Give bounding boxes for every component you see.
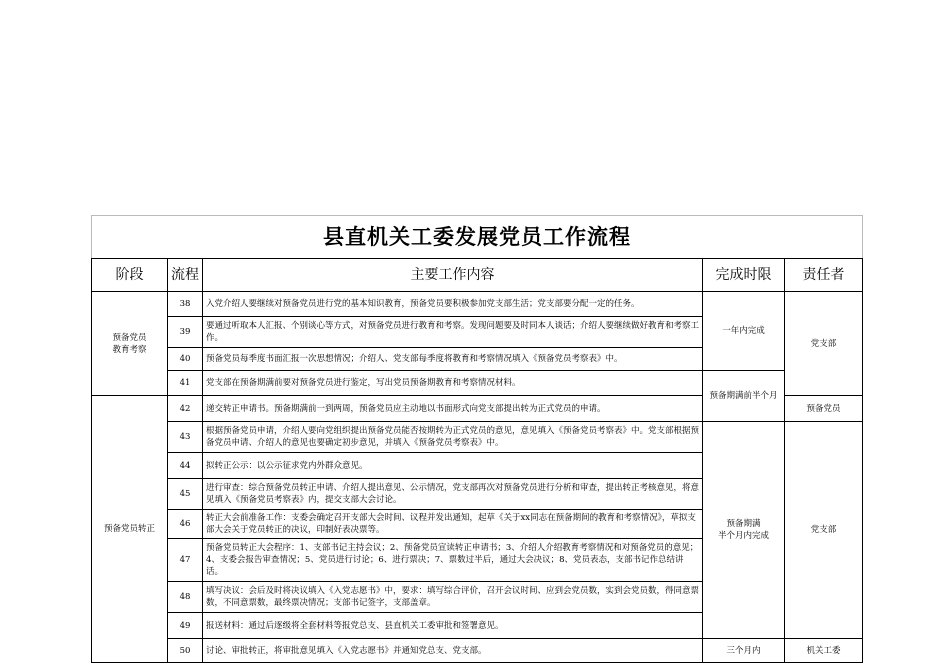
workflow-table — [91, 215, 863, 663]
content-cell: 根据预备党员申请，介绍人要向党组织提出预备党员能否按期转为正式党员的意见，意见填入《预备党员考察表》中。党支部根据预备党员申请、介绍人的意见也要确定初步意见，并填入《预备党员考察表》中。 — [203, 422, 703, 453]
header-process: 流程 — [168, 259, 203, 292]
process-number: 46 — [168, 510, 203, 539]
process-number: 44 — [168, 453, 203, 479]
header-responsible: 责任者 — [785, 259, 863, 292]
table-title: 县直机关工委发展党员工作流程 — [92, 216, 863, 259]
header-content: 主要工作内容 — [203, 259, 703, 292]
content-cell: 要通过听取本人汇报、个别谈心等方式，对预备党员进行教育和考察。发现问题要及时同本人谈话；介绍人要继续做好教育和考察工作。 — [203, 317, 703, 348]
worksheet — [91, 215, 863, 663]
stage-cell: 预备党员转正 — [92, 396, 168, 663]
process-number: 41 — [168, 371, 203, 396]
content-cell: 进行审查：综合预备党员转正申请、介绍人提出意见、公示情况，党支部再次对预备党员进行分析和审查，提出转正考核意见，将意见填入《预备党员考察表》内，提交支部大会讨论。 — [203, 479, 703, 510]
process-number: 49 — [168, 613, 203, 639]
deadline-cell: 三个月内 — [703, 639, 785, 663]
content-cell: 报送材料：通过后逐级将全套材料等报党总支、县直机关工委审批和签署意见。 — [203, 613, 703, 639]
deadline-cell: 一年内完成 — [703, 292, 785, 371]
process-number: 42 — [168, 396, 203, 422]
stage-cell: 预备党员 教育考察 — [92, 292, 168, 396]
content-cell: 预备党员每季度书面汇报一次思想情况；介绍人、党支部每季度将教育和考察情况填入《预备党员考察表》中。 — [203, 348, 703, 371]
deadline-cell: 预备期满 半个月内完成 — [703, 422, 785, 639]
process-number: 43 — [168, 422, 203, 453]
process-number: 39 — [168, 317, 203, 348]
responsible-cell: 预备党员 — [785, 396, 863, 422]
content-cell: 拟转正公示：以公示征求党内外群众意见。 — [203, 453, 703, 479]
responsible-cell: 机关工委 — [785, 639, 863, 663]
process-number: 38 — [168, 292, 203, 317]
deadline-cell: 预备期满前半个月 — [703, 371, 785, 422]
process-number: 40 — [168, 348, 203, 371]
content-cell: 填写决议：会后及时将决议填入《入党志愿书》中，要求：填写综合评价，召开会议时间、应到会党员数，实到会党员数，得同意票数，不同意票数，最终票决情况；支部书记签字，支部盖章。 — [203, 582, 703, 613]
content-cell: 讨论、审批转正，将审批意见填入《入党志愿书》并通知党总支、党支部。 — [203, 639, 703, 663]
process-number: 45 — [168, 479, 203, 510]
content-cell: 党支部在预备期满前要对预备党员进行鉴定，写出党员预备期教育和考察情况材料。 — [203, 371, 703, 396]
responsible-cell: 党支部 — [785, 292, 863, 396]
header-stage: 阶段 — [92, 259, 168, 292]
header-deadline: 完成时限 — [703, 259, 785, 292]
process-number: 47 — [168, 539, 203, 582]
process-number: 48 — [168, 582, 203, 613]
content-cell: 预备党员转正大会程序：1、支部书记主持会议；2、预备党员宣读转正申请书；3、介绍人介绍教育考察情况和对预备党员的意见；4、支委会报告审查情况；5、党员进行讨论；6、进行票决；7、票数过半后，通过大会决议；8、党员表态，支部书记作总结讲话。 — [203, 539, 703, 582]
process-number: 50 — [168, 639, 203, 663]
content-cell: 入党介绍人要继续对预备党员进行党的基本知识教育，预备党员要积极参加党支部生活；党支部要分配一定的任务。 — [203, 292, 703, 317]
content-cell: 递交转正申请书。预备期满前一到两周，预备党员应主动地以书面形式向党支部提出转为正式党员的申请。 — [203, 396, 703, 422]
responsible-cell: 党支部 — [785, 422, 863, 639]
content-cell: 转正大会前准备工作：支委会确定召开支部大会时间、议程并发出通知，起草《关于xx同志在预备期间的教育和考察情况》，草拟支部大会关于党员转正的决议，印制好表决票等。 — [203, 510, 703, 539]
